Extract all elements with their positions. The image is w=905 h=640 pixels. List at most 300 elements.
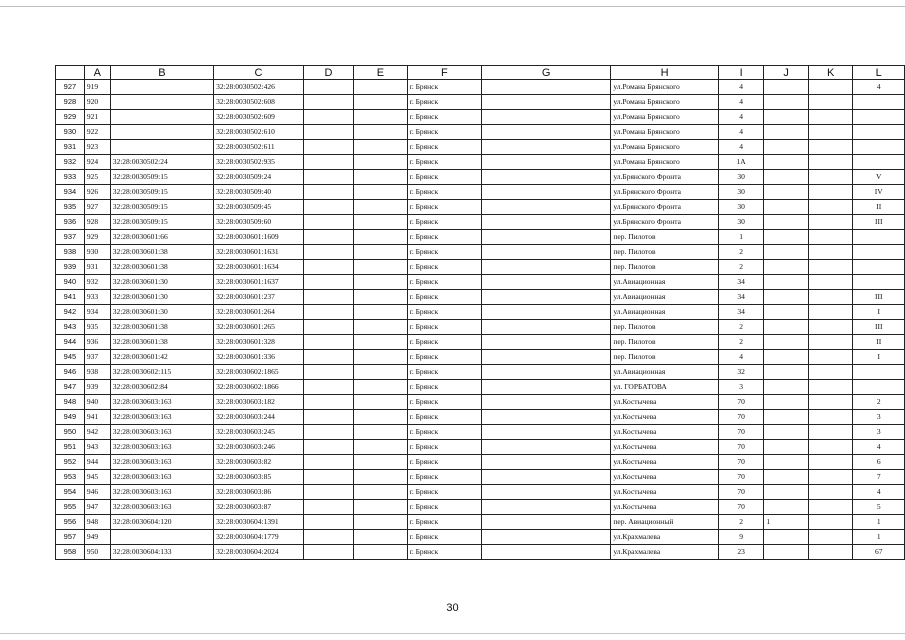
cell-i[interactable]: 34 bbox=[718, 305, 764, 320]
cell-c[interactable]: 32:28:0030601:264 bbox=[214, 305, 304, 320]
cell-i[interactable]: 70 bbox=[718, 410, 764, 425]
cell-d[interactable] bbox=[303, 380, 353, 395]
cell-b[interactable]: 32:28:0030603:163 bbox=[110, 410, 213, 425]
cell-h[interactable]: пер. Пилотов bbox=[611, 245, 718, 260]
cell-b[interactable]: 32:28:0030509:15 bbox=[110, 185, 213, 200]
cell-i[interactable]: 2 bbox=[718, 335, 764, 350]
cell-g[interactable] bbox=[482, 440, 611, 455]
cell-b[interactable]: 32:28:0030601:42 bbox=[110, 350, 213, 365]
cell-f[interactable]: г. Брянск bbox=[407, 140, 481, 155]
cell-i[interactable]: 2 bbox=[718, 245, 764, 260]
cell-g[interactable] bbox=[482, 365, 611, 380]
cell-k[interactable] bbox=[808, 305, 853, 320]
cell-j[interactable] bbox=[764, 545, 809, 560]
cell-f[interactable]: г. Брянск bbox=[407, 215, 481, 230]
row-number[interactable]: 949 bbox=[56, 410, 85, 425]
cell-k[interactable] bbox=[808, 395, 853, 410]
cell-l[interactable]: 3 bbox=[853, 410, 905, 425]
cell-l[interactable] bbox=[853, 380, 905, 395]
cell-k[interactable] bbox=[808, 260, 853, 275]
cell-l[interactable] bbox=[853, 245, 905, 260]
cell-c[interactable]: 32:28:0030601:237 bbox=[214, 290, 304, 305]
cell-l[interactable]: 1 bbox=[853, 515, 905, 530]
row-number[interactable]: 951 bbox=[56, 440, 85, 455]
cell-g[interactable] bbox=[482, 485, 611, 500]
cell-d[interactable] bbox=[303, 320, 353, 335]
cell-c[interactable]: 32:28:0030601:1631 bbox=[214, 245, 304, 260]
cell-k[interactable] bbox=[808, 545, 853, 560]
row-number[interactable]: 938 bbox=[56, 245, 85, 260]
cell-l[interactable]: III bbox=[853, 215, 905, 230]
row-number[interactable]: 929 bbox=[56, 110, 85, 125]
cell-d[interactable] bbox=[303, 500, 353, 515]
cell-f[interactable]: г. Брянск bbox=[407, 485, 481, 500]
row-number[interactable]: 948 bbox=[56, 395, 85, 410]
cell-b[interactable]: 32:28:0030603:163 bbox=[110, 440, 213, 455]
cell-b[interactable]: 32:28:0030601:30 bbox=[110, 290, 213, 305]
row-number[interactable]: 928 bbox=[56, 95, 85, 110]
column-header-b[interactable]: B bbox=[110, 66, 213, 80]
cell-e[interactable] bbox=[354, 185, 407, 200]
cell-f[interactable]: г. Брянск bbox=[407, 380, 481, 395]
row-number[interactable]: 927 bbox=[56, 80, 85, 95]
cell-d[interactable] bbox=[303, 350, 353, 365]
cell-f[interactable]: г. Брянск bbox=[407, 170, 481, 185]
cell-h[interactable]: пер. Пилотов bbox=[611, 350, 718, 365]
cell-l[interactable]: 4 bbox=[853, 440, 905, 455]
row-number[interactable]: 946 bbox=[56, 365, 85, 380]
cell-c[interactable]: 32:28:0030603:245 bbox=[214, 425, 304, 440]
cell-i[interactable]: 3 bbox=[718, 380, 764, 395]
cell-k[interactable] bbox=[808, 530, 853, 545]
cell-h[interactable]: ул.Костычева bbox=[611, 395, 718, 410]
cell-e[interactable] bbox=[354, 500, 407, 515]
cell-c[interactable]: 32:28:0030509:45 bbox=[214, 200, 304, 215]
cell-c[interactable]: 32:28:0030601:1609 bbox=[214, 230, 304, 245]
cell-l[interactable]: III bbox=[853, 290, 905, 305]
cell-k[interactable] bbox=[808, 380, 853, 395]
cell-d[interactable] bbox=[303, 140, 353, 155]
cell-a[interactable]: 931 bbox=[84, 260, 110, 275]
cell-d[interactable] bbox=[303, 245, 353, 260]
cell-h[interactable]: пер. Пилотов bbox=[611, 260, 718, 275]
cell-d[interactable] bbox=[303, 365, 353, 380]
cell-e[interactable] bbox=[354, 350, 407, 365]
cell-d[interactable] bbox=[303, 170, 353, 185]
cell-e[interactable] bbox=[354, 440, 407, 455]
row-number[interactable]: 945 bbox=[56, 350, 85, 365]
cell-j[interactable] bbox=[764, 455, 809, 470]
cell-k[interactable] bbox=[808, 140, 853, 155]
cell-h[interactable]: ул.Авиационная bbox=[611, 275, 718, 290]
cell-a[interactable]: 942 bbox=[84, 425, 110, 440]
cell-d[interactable] bbox=[303, 260, 353, 275]
cell-b[interactable] bbox=[110, 530, 213, 545]
cell-f[interactable]: г. Брянск bbox=[407, 410, 481, 425]
cell-d[interactable] bbox=[303, 485, 353, 500]
cell-e[interactable] bbox=[354, 275, 407, 290]
cell-a[interactable]: 928 bbox=[84, 215, 110, 230]
cell-a[interactable]: 938 bbox=[84, 365, 110, 380]
cell-c[interactable]: 32:28:0030509:40 bbox=[214, 185, 304, 200]
cell-a[interactable]: 949 bbox=[84, 530, 110, 545]
cell-f[interactable]: г. Брянск bbox=[407, 95, 481, 110]
cell-f[interactable]: г. Брянск bbox=[407, 260, 481, 275]
cell-c[interactable]: 32:28:0030601:1637 bbox=[214, 275, 304, 290]
cell-g[interactable] bbox=[482, 245, 611, 260]
cell-a[interactable]: 929 bbox=[84, 230, 110, 245]
cell-j[interactable] bbox=[764, 125, 809, 140]
cell-e[interactable] bbox=[354, 395, 407, 410]
cell-f[interactable]: г. Брянск bbox=[407, 110, 481, 125]
cell-d[interactable] bbox=[303, 440, 353, 455]
cell-k[interactable] bbox=[808, 185, 853, 200]
cell-k[interactable] bbox=[808, 95, 853, 110]
cell-i[interactable]: 32 bbox=[718, 365, 764, 380]
cell-e[interactable] bbox=[354, 80, 407, 95]
row-number[interactable]: 930 bbox=[56, 125, 85, 140]
cell-b[interactable]: 32:28:0030601:30 bbox=[110, 305, 213, 320]
cell-k[interactable] bbox=[808, 275, 853, 290]
cell-i[interactable]: 23 bbox=[718, 545, 764, 560]
cell-b[interactable]: 32:28:0030509:15 bbox=[110, 200, 213, 215]
cell-j[interactable] bbox=[764, 95, 809, 110]
cell-h[interactable]: ул.Романа Брянского bbox=[611, 80, 718, 95]
cell-d[interactable] bbox=[303, 290, 353, 305]
cell-h[interactable]: ул.Авиационная bbox=[611, 365, 718, 380]
cell-g[interactable] bbox=[482, 140, 611, 155]
cell-d[interactable] bbox=[303, 530, 353, 545]
cell-e[interactable] bbox=[354, 305, 407, 320]
cell-e[interactable] bbox=[354, 110, 407, 125]
cell-h[interactable]: ул.Романа Брянского bbox=[611, 110, 718, 125]
cell-j[interactable] bbox=[764, 365, 809, 380]
column-header-f[interactable]: F bbox=[407, 66, 481, 80]
cell-c[interactable]: 32:28:0030603:86 bbox=[214, 485, 304, 500]
cell-d[interactable] bbox=[303, 155, 353, 170]
cell-k[interactable] bbox=[808, 215, 853, 230]
cell-e[interactable] bbox=[354, 335, 407, 350]
cell-d[interactable] bbox=[303, 470, 353, 485]
cell-l[interactable] bbox=[853, 260, 905, 275]
cell-e[interactable] bbox=[354, 140, 407, 155]
cell-g[interactable] bbox=[482, 380, 611, 395]
cell-k[interactable] bbox=[808, 290, 853, 305]
cell-f[interactable]: г. Брянск bbox=[407, 530, 481, 545]
cell-k[interactable] bbox=[808, 365, 853, 380]
cell-i[interactable]: 4 bbox=[718, 110, 764, 125]
cell-e[interactable] bbox=[354, 320, 407, 335]
cell-c[interactable]: 32:28:0030603:182 bbox=[214, 395, 304, 410]
cell-a[interactable]: 930 bbox=[84, 245, 110, 260]
row-number[interactable]: 956 bbox=[56, 515, 85, 530]
cell-j[interactable] bbox=[764, 425, 809, 440]
cell-h[interactable]: ул.Костычева bbox=[611, 470, 718, 485]
cell-h[interactable]: пер. Пилотов bbox=[611, 320, 718, 335]
cell-g[interactable] bbox=[482, 230, 611, 245]
cell-h[interactable]: пер. Пилотов bbox=[611, 335, 718, 350]
cell-l[interactable] bbox=[853, 125, 905, 140]
cell-g[interactable] bbox=[482, 335, 611, 350]
cell-c[interactable]: 32:28:0030604:2024 bbox=[214, 545, 304, 560]
cell-e[interactable] bbox=[354, 245, 407, 260]
cell-j[interactable] bbox=[764, 185, 809, 200]
cell-a[interactable]: 922 bbox=[84, 125, 110, 140]
cell-a[interactable]: 932 bbox=[84, 275, 110, 290]
cell-e[interactable] bbox=[354, 515, 407, 530]
cell-c[interactable]: 32:28:0030603:244 bbox=[214, 410, 304, 425]
cell-k[interactable] bbox=[808, 320, 853, 335]
cell-k[interactable] bbox=[808, 155, 853, 170]
cell-c[interactable]: 32:28:0030604:1391 bbox=[214, 515, 304, 530]
cell-c[interactable]: 32:28:0030602:1865 bbox=[214, 365, 304, 380]
cell-c[interactable]: 32:28:0030603:246 bbox=[214, 440, 304, 455]
cell-k[interactable] bbox=[808, 350, 853, 365]
cell-e[interactable] bbox=[354, 155, 407, 170]
cell-f[interactable]: г. Брянск bbox=[407, 440, 481, 455]
cell-l[interactable]: IV bbox=[853, 185, 905, 200]
cell-f[interactable]: г. Брянск bbox=[407, 245, 481, 260]
row-number[interactable]: 953 bbox=[56, 470, 85, 485]
cell-j[interactable] bbox=[764, 470, 809, 485]
cell-j[interactable] bbox=[764, 500, 809, 515]
cell-g[interactable] bbox=[482, 110, 611, 125]
cell-e[interactable] bbox=[354, 530, 407, 545]
cell-e[interactable] bbox=[354, 95, 407, 110]
cell-b[interactable]: 32:28:0030601:66 bbox=[110, 230, 213, 245]
cell-k[interactable] bbox=[808, 485, 853, 500]
cell-k[interactable] bbox=[808, 335, 853, 350]
row-number[interactable]: 954 bbox=[56, 485, 85, 500]
cell-e[interactable] bbox=[354, 200, 407, 215]
cell-l[interactable] bbox=[853, 230, 905, 245]
cell-i[interactable]: 2 bbox=[718, 260, 764, 275]
cell-c[interactable]: 32:28:0030509:60 bbox=[214, 215, 304, 230]
cell-j[interactable] bbox=[764, 485, 809, 500]
cell-e[interactable] bbox=[354, 125, 407, 140]
cell-g[interactable] bbox=[482, 320, 611, 335]
cell-l[interactable]: 4 bbox=[853, 80, 905, 95]
column-header-j[interactable]: J bbox=[764, 66, 809, 80]
cell-c[interactable]: 32:28:0030603:85 bbox=[214, 470, 304, 485]
cell-j[interactable] bbox=[764, 110, 809, 125]
cell-l[interactable]: I bbox=[853, 350, 905, 365]
cell-f[interactable]: г. Брянск bbox=[407, 350, 481, 365]
cell-c[interactable]: 32:28:0030601:328 bbox=[214, 335, 304, 350]
cell-i[interactable]: 9 bbox=[718, 530, 764, 545]
cell-k[interactable] bbox=[808, 110, 853, 125]
cell-j[interactable] bbox=[764, 230, 809, 245]
row-number[interactable]: 941 bbox=[56, 290, 85, 305]
cell-f[interactable]: г. Брянск bbox=[407, 305, 481, 320]
cell-i[interactable]: 34 bbox=[718, 290, 764, 305]
cell-j[interactable] bbox=[764, 215, 809, 230]
cell-e[interactable] bbox=[354, 425, 407, 440]
cell-a[interactable]: 925 bbox=[84, 170, 110, 185]
cell-k[interactable] bbox=[808, 230, 853, 245]
cell-e[interactable] bbox=[354, 545, 407, 560]
cell-g[interactable] bbox=[482, 260, 611, 275]
cell-f[interactable]: г. Брянск bbox=[407, 320, 481, 335]
cell-g[interactable] bbox=[482, 410, 611, 425]
cell-a[interactable]: 919 bbox=[84, 80, 110, 95]
cell-d[interactable] bbox=[303, 425, 353, 440]
cell-l[interactable]: II bbox=[853, 335, 905, 350]
cell-a[interactable]: 947 bbox=[84, 500, 110, 515]
cell-b[interactable]: 32:28:0030601:30 bbox=[110, 275, 213, 290]
cell-b[interactable] bbox=[110, 110, 213, 125]
cell-i[interactable]: 4 bbox=[718, 80, 764, 95]
row-number[interactable]: 935 bbox=[56, 200, 85, 215]
cell-h[interactable]: ул.Костычева bbox=[611, 425, 718, 440]
cell-e[interactable] bbox=[354, 230, 407, 245]
cell-k[interactable] bbox=[808, 425, 853, 440]
cell-i[interactable]: 70 bbox=[718, 425, 764, 440]
cell-i[interactable]: 70 bbox=[718, 470, 764, 485]
cell-f[interactable]: г. Брянск bbox=[407, 425, 481, 440]
cell-j[interactable] bbox=[764, 320, 809, 335]
cell-d[interactable] bbox=[303, 305, 353, 320]
cell-a[interactable]: 941 bbox=[84, 410, 110, 425]
cell-l[interactable]: 6 bbox=[853, 455, 905, 470]
cell-d[interactable] bbox=[303, 185, 353, 200]
cell-i[interactable]: 30 bbox=[718, 215, 764, 230]
cell-k[interactable] bbox=[808, 170, 853, 185]
cell-j[interactable] bbox=[764, 350, 809, 365]
cell-d[interactable] bbox=[303, 230, 353, 245]
cell-b[interactable]: 32:28:0030601:38 bbox=[110, 335, 213, 350]
cell-d[interactable] bbox=[303, 275, 353, 290]
cell-f[interactable]: г. Брянск bbox=[407, 395, 481, 410]
row-number[interactable]: 950 bbox=[56, 425, 85, 440]
cell-l[interactable]: 4 bbox=[853, 485, 905, 500]
cell-b[interactable]: 32:28:0030603:163 bbox=[110, 395, 213, 410]
cell-g[interactable] bbox=[482, 395, 611, 410]
cell-a[interactable]: 920 bbox=[84, 95, 110, 110]
cell-g[interactable] bbox=[482, 170, 611, 185]
cell-d[interactable] bbox=[303, 545, 353, 560]
cell-i[interactable]: 1А bbox=[718, 155, 764, 170]
cell-c[interactable]: 32:28:0030602:1866 bbox=[214, 380, 304, 395]
cell-f[interactable]: г. Брянск bbox=[407, 545, 481, 560]
cell-j[interactable]: 1 bbox=[764, 515, 809, 530]
cell-l[interactable]: 67 bbox=[853, 545, 905, 560]
cell-b[interactable]: 32:28:0030601:38 bbox=[110, 245, 213, 260]
cell-e[interactable] bbox=[354, 215, 407, 230]
cell-l[interactable]: V bbox=[853, 170, 905, 185]
cell-k[interactable] bbox=[808, 470, 853, 485]
cell-e[interactable] bbox=[354, 380, 407, 395]
cell-c[interactable]: 32:28:0030601:265 bbox=[214, 320, 304, 335]
cell-l[interactable] bbox=[853, 140, 905, 155]
cell-k[interactable] bbox=[808, 245, 853, 260]
cell-j[interactable] bbox=[764, 140, 809, 155]
cell-h[interactable]: ул.Брянского Фронта bbox=[611, 170, 718, 185]
column-header-h[interactable]: H bbox=[611, 66, 718, 80]
cell-i[interactable]: 70 bbox=[718, 440, 764, 455]
cell-j[interactable] bbox=[764, 200, 809, 215]
cell-h[interactable]: ул.Романа Брянского bbox=[611, 125, 718, 140]
cell-i[interactable]: 4 bbox=[718, 125, 764, 140]
cell-c[interactable]: 32:28:0030601:1634 bbox=[214, 260, 304, 275]
row-number[interactable]: 958 bbox=[56, 545, 85, 560]
cell-c[interactable]: 32:28:0030502:935 bbox=[214, 155, 304, 170]
cell-f[interactable]: г. Брянск bbox=[407, 185, 481, 200]
cell-h[interactable]: ул.Костычева bbox=[611, 410, 718, 425]
cell-i[interactable]: 1 bbox=[718, 230, 764, 245]
cell-h[interactable]: ул.Костычева bbox=[611, 500, 718, 515]
cell-a[interactable]: 935 bbox=[84, 320, 110, 335]
cell-h[interactable]: ул.Крахмалева bbox=[611, 530, 718, 545]
row-number[interactable]: 952 bbox=[56, 455, 85, 470]
cell-j[interactable] bbox=[764, 305, 809, 320]
row-number[interactable]: 943 bbox=[56, 320, 85, 335]
cell-l[interactable]: 3 bbox=[853, 425, 905, 440]
row-number[interactable]: 955 bbox=[56, 500, 85, 515]
cell-h[interactable]: ул.Авиационная bbox=[611, 290, 718, 305]
cell-a[interactable]: 926 bbox=[84, 185, 110, 200]
cell-d[interactable] bbox=[303, 515, 353, 530]
cell-h[interactable]: ул.Крахмалева bbox=[611, 545, 718, 560]
cell-i[interactable]: 4 bbox=[718, 95, 764, 110]
column-header-d[interactable]: D bbox=[303, 66, 353, 80]
cell-h[interactable]: ул.Романа Брянского bbox=[611, 155, 718, 170]
cell-g[interactable] bbox=[482, 80, 611, 95]
cell-k[interactable] bbox=[808, 440, 853, 455]
cell-f[interactable]: г. Брянск bbox=[407, 290, 481, 305]
cell-a[interactable]: 950 bbox=[84, 545, 110, 560]
cell-g[interactable] bbox=[482, 125, 611, 140]
cell-i[interactable]: 4 bbox=[718, 140, 764, 155]
cell-i[interactable]: 30 bbox=[718, 170, 764, 185]
cell-j[interactable] bbox=[764, 275, 809, 290]
cell-c[interactable]: 32:28:0030604:1779 bbox=[214, 530, 304, 545]
cell-c[interactable]: 32:28:0030502:608 bbox=[214, 95, 304, 110]
cell-a[interactable]: 923 bbox=[84, 140, 110, 155]
cell-g[interactable] bbox=[482, 200, 611, 215]
cell-k[interactable] bbox=[808, 80, 853, 95]
cell-d[interactable] bbox=[303, 200, 353, 215]
cell-j[interactable] bbox=[764, 410, 809, 425]
cell-f[interactable]: г. Брянск bbox=[407, 365, 481, 380]
column-header-k[interactable]: K bbox=[808, 66, 853, 80]
cell-e[interactable] bbox=[354, 470, 407, 485]
cell-h[interactable]: ул.Авиационная bbox=[611, 305, 718, 320]
cell-a[interactable]: 940 bbox=[84, 395, 110, 410]
cell-c[interactable]: 32:28:0030603:82 bbox=[214, 455, 304, 470]
cell-k[interactable] bbox=[808, 455, 853, 470]
cell-i[interactable]: 70 bbox=[718, 485, 764, 500]
cell-k[interactable] bbox=[808, 125, 853, 140]
cell-g[interactable] bbox=[482, 515, 611, 530]
cell-a[interactable]: 933 bbox=[84, 290, 110, 305]
cell-f[interactable]: г. Брянск bbox=[407, 455, 481, 470]
cell-h[interactable]: ул.Романа Брянского bbox=[611, 140, 718, 155]
cell-g[interactable] bbox=[482, 155, 611, 170]
cell-f[interactable]: г. Брянск bbox=[407, 335, 481, 350]
cell-g[interactable] bbox=[482, 185, 611, 200]
cell-a[interactable]: 934 bbox=[84, 305, 110, 320]
cell-b[interactable] bbox=[110, 140, 213, 155]
cell-i[interactable]: 4 bbox=[718, 350, 764, 365]
cell-j[interactable] bbox=[764, 380, 809, 395]
row-number[interactable]: 936 bbox=[56, 215, 85, 230]
row-number[interactable]: 937 bbox=[56, 230, 85, 245]
cell-j[interactable] bbox=[764, 440, 809, 455]
cell-j[interactable] bbox=[764, 170, 809, 185]
cell-a[interactable]: 948 bbox=[84, 515, 110, 530]
cell-i[interactable]: 70 bbox=[718, 395, 764, 410]
